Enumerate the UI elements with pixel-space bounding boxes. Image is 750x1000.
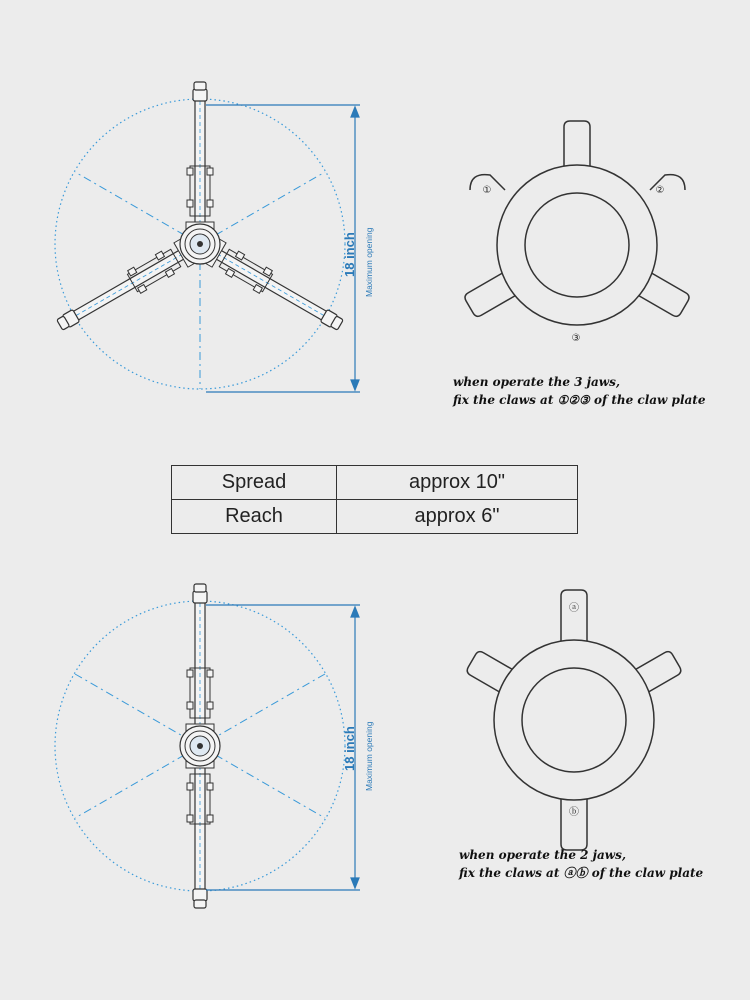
top-wrench-three-jaws — [53, 82, 360, 392]
table-row — [172, 466, 578, 500]
bottom-wrench-two-jaws — [55, 584, 360, 908]
bottom-claw-plate — [465, 590, 682, 850]
bottom-dimension-label: 18 inch — [342, 726, 357, 771]
spec-table — [171, 465, 578, 534]
top-note-line-1: when operate the 3 jaws, — [453, 375, 621, 389]
table-row — [172, 500, 578, 534]
claw-label-a: ⓐ — [569, 603, 579, 614]
bottom-dimension-note: Maximum opening — [364, 721, 374, 791]
top-claw-plate — [463, 121, 691, 344]
top-arm-right — [205, 239, 347, 337]
bottom-note-line-2: fix the claws at ⓐⓑ of the claw plate — [459, 866, 704, 880]
claw-label-2: ② — [655, 185, 665, 196]
reach-label: Reach — [172, 500, 337, 534]
bottom-dimension-line — [206, 605, 360, 890]
top-note-line-2: fix the claws at ①②③ of the claw plate — [453, 393, 706, 407]
bottom-hub — [180, 726, 220, 766]
bottom-arm-down — [186, 760, 214, 908]
claw-label-b: ⓑ — [569, 807, 579, 818]
reach-value: approx 6" — [337, 500, 578, 534]
top-instruction-note — [453, 373, 705, 409]
bottom-arm-up — [186, 584, 214, 732]
top-dimension-line — [206, 105, 360, 392]
claw-label-1: ① — [482, 185, 492, 196]
bottom-note-line-1: when operate the 2 jaws, — [459, 848, 627, 862]
top-arm-left — [53, 239, 195, 337]
claw-label-3: ③ — [571, 333, 581, 344]
bottom-instruction-note — [459, 846, 703, 882]
top-hub — [180, 224, 220, 264]
spread-label: Spread — [172, 466, 337, 500]
spread-value: approx 10" — [337, 466, 578, 500]
top-dimension-label: 18 inch — [342, 232, 357, 277]
top-arm-up — [186, 82, 214, 230]
top-dimension-note: Maximum opening — [364, 227, 374, 297]
